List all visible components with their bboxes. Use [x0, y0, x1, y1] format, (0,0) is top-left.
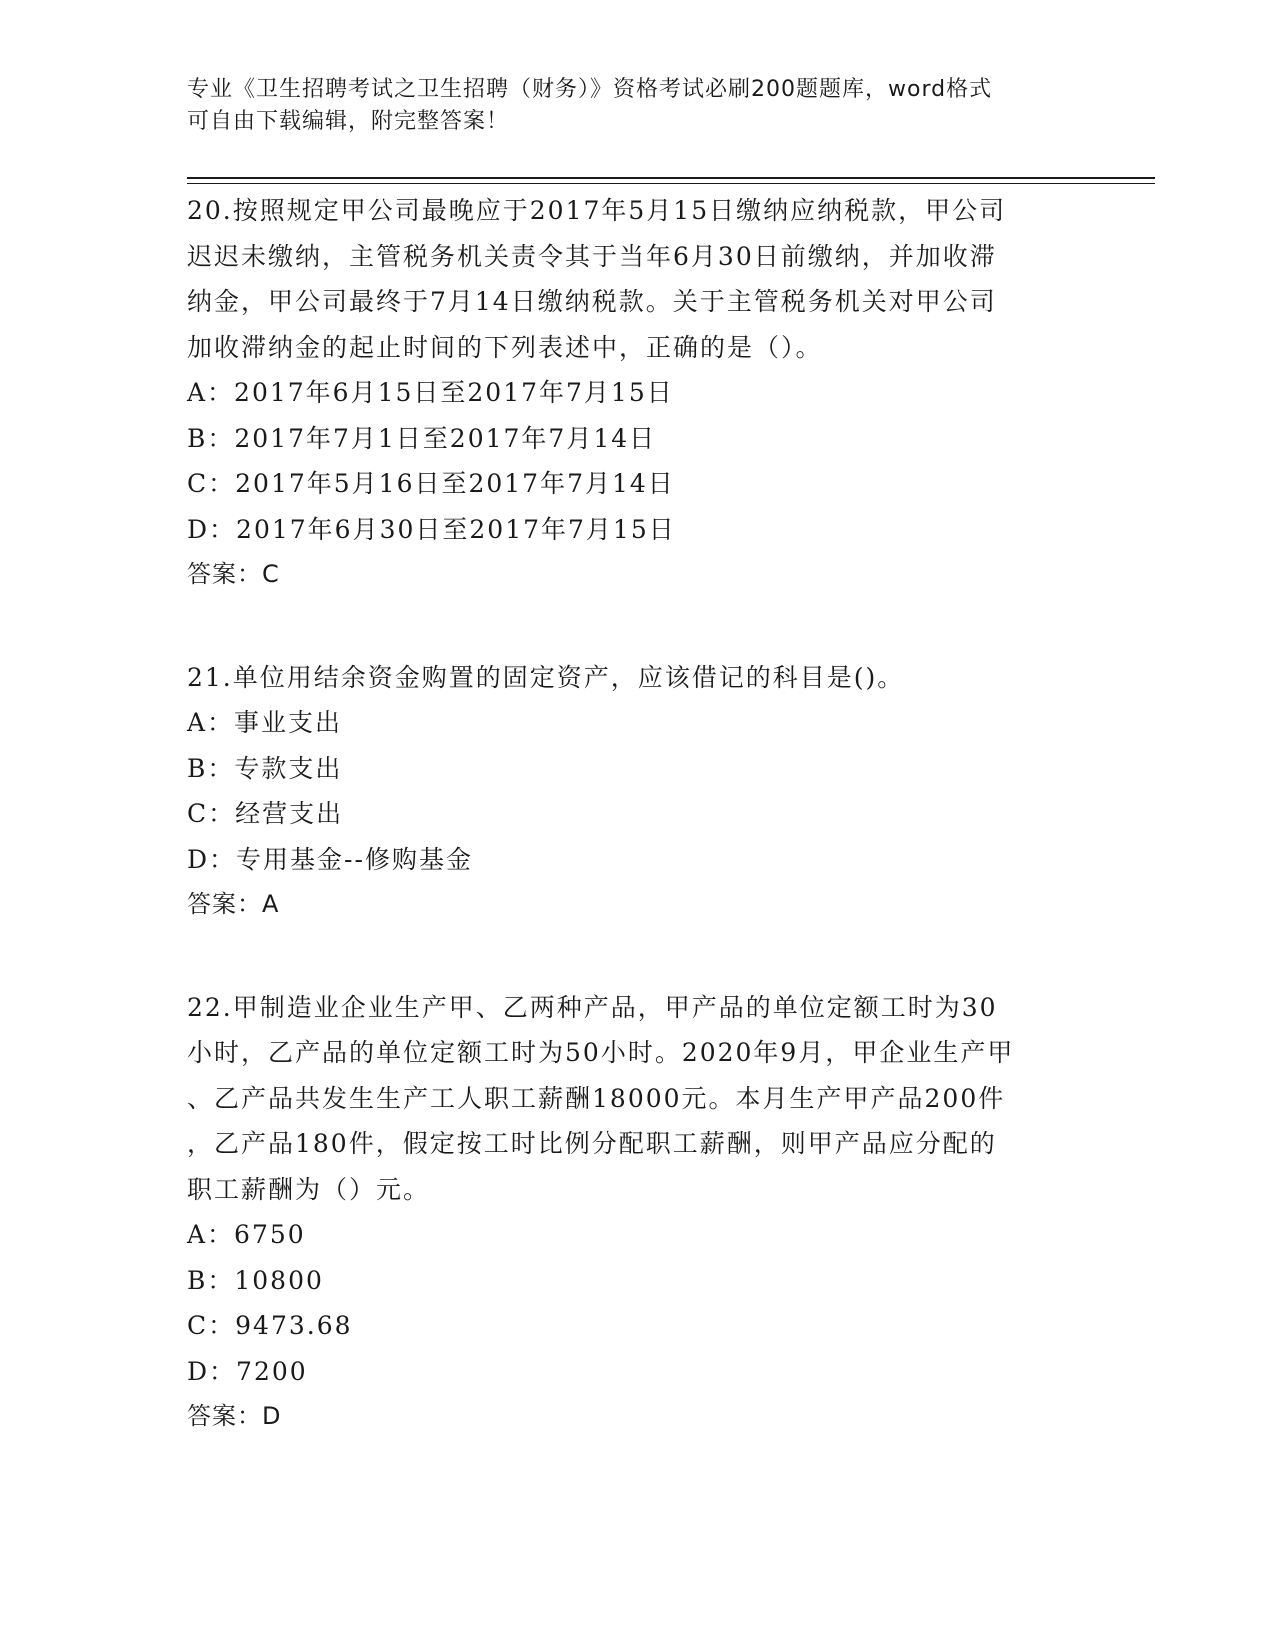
question-stem-line: 迟迟未缴纳，主管税务机关责令其于当年6月30日前缴纳，并加收滞 [187, 241, 997, 271]
answer-label: 答案：D [187, 1402, 282, 1430]
question-list [187, 188, 1087, 1497]
question-stem-line: 小时，乙产品的单位定额工时为50小时。2020年9月，甲企业生产甲 [187, 1038, 1015, 1067]
header-divider-thin [187, 183, 1155, 184]
document-header [187, 74, 1087, 138]
question-stem-line: 20.按照规定甲公司最晚应于2017年5月15日缴纳应纳税款，甲公司 [187, 196, 1007, 225]
header-line: 专业《卫生招聘考试之卫生招聘（财务）》资格考试必刷200题题库，word格式 [187, 77, 993, 102]
header-divider-thick [187, 177, 1155, 179]
question-stem-line: 22.甲制造业企业生产甲、乙两种产品，甲产品的单位定额工时为30 [187, 992, 998, 1022]
option-a: A：6750 [187, 1220, 306, 1249]
option-b: B：2017年7月1日至2017年7月14日 [187, 423, 657, 453]
question-stem-line: 、乙产品共发生生产工人职工薪酬18000元。本月生产甲产品200件 [187, 1083, 1006, 1113]
question-stem-line: 职工薪酬为（）元。 [187, 1174, 431, 1204]
question-21 [187, 655, 1087, 928]
option-c: C：经营支出 [187, 799, 344, 828]
option-a: A：事业支出 [187, 708, 343, 737]
option-a: A：2017年6月15日至2017年7月15日 [187, 378, 674, 407]
option-d: D：7200 [187, 1356, 308, 1386]
question-stem-line: 21.单位用结余资金购置的固定资产，应该借记的科目是()。 [187, 662, 905, 692]
option-b: B：专款支出 [187, 753, 343, 783]
header-line: 可自由下载编辑，附完整答案！ [187, 109, 510, 134]
option-b: B：10800 [187, 1265, 324, 1295]
question-stem-line: 加收滞纳金的起止时间的下列表述中，正确的是（）。 [187, 332, 823, 362]
option-d: D：专用基金--修购基金 [187, 844, 473, 874]
option-d: D：2017年6月30日至2017年7月15日 [187, 514, 676, 544]
question-20 [187, 188, 1087, 598]
question-22 [187, 985, 1087, 1440]
answer-label: 答案：C [187, 560, 280, 588]
question-stem-line: 纳金，甲公司最终于7月14日缴纳税款。关于主管税务机关对甲公司 [187, 287, 997, 316]
option-c: C：9473.68 [187, 1311, 353, 1340]
option-c: C：2017年5月16日至2017年7月14日 [187, 469, 675, 498]
answer-label: 答案：A [187, 890, 280, 918]
question-stem-line: ，乙产品180件，假定按工时比例分配职工薪酬，则甲产品应分配的 [187, 1129, 997, 1158]
